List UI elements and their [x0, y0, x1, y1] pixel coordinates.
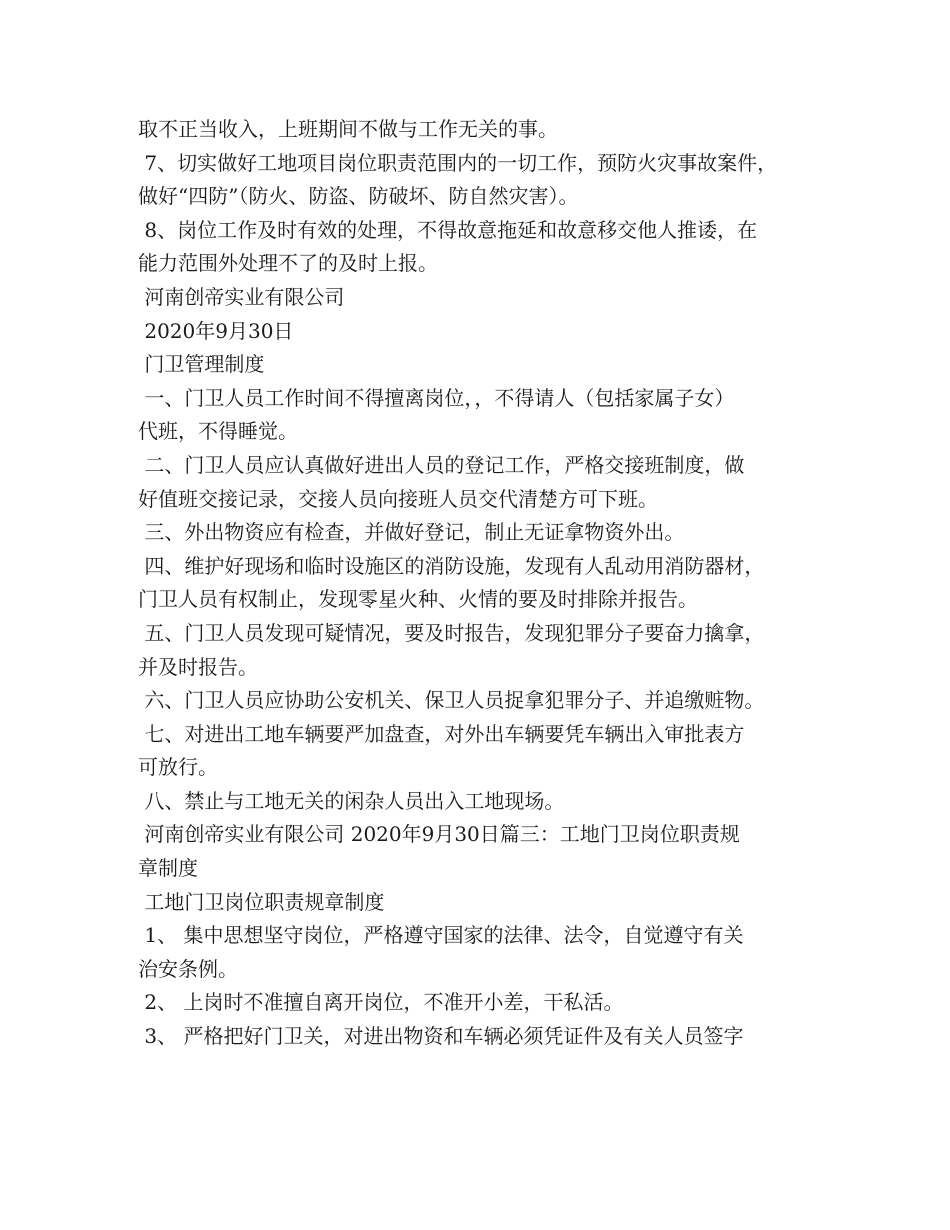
text-line: 好值班交接记录，交接人员向接班人员交代清楚方可下班。	[138, 486, 658, 511]
text-line: 七、对进出工地车辆要严加盘查，对外出车辆要凭车辆出入审批表方	[138, 721, 745, 746]
text-line: 六、门卫人员应协助公安机关、保卫人员捉拿犯罪分子、并追缴赃物。	[138, 688, 765, 713]
text-line: 做好“四防”（防火、防盗、防破坏、防自然灾害）。	[138, 184, 579, 209]
company-signature: 河南创帝实业有限公司	[138, 284, 345, 309]
text-line: 治安条例。	[138, 956, 238, 981]
text-line: 取不正当收入，上班期间不做与工作无关的事。	[138, 117, 558, 141]
text-line: 代班，不得睡觉。	[138, 419, 298, 444]
text-line: 八、禁止与工地无关的闲杂人员出入工地现场。	[138, 788, 565, 813]
text-line: 并及时报告。	[138, 654, 258, 679]
signature-date: 2020年9月30日	[138, 318, 294, 343]
text-line: 7、切实做好工地项目岗位职责范围内的一切工作，预防火灾事故案件，	[138, 150, 778, 175]
text-line: 三、外出物资应有检查，并做好登记，制止无证拿物资外出。	[138, 520, 685, 545]
text-line: 能力范围外处理不了的及时上报。	[138, 251, 438, 276]
text-line: 河南创帝实业有限公司 2020年9月30日篇三：工地门卫岗位职责规	[138, 822, 740, 847]
text-line: 章制度	[138, 856, 198, 881]
document-body	[138, 113, 828, 1054]
section-title: 门卫管理制度	[138, 352, 265, 377]
text-line: 一、门卫人员工作时间不得擅离岗位，，不得请人（包括家属子女）	[138, 385, 735, 410]
text-line: 2、 上岗时不准擅自离开岗位，不准开小差，干私活。	[138, 990, 624, 1015]
text-line: 1、 集中思想坚守岗位，严格遵守国家的法律、法令，自觉遵守有关	[138, 923, 744, 948]
text-line: 四、维护好现场和临时设施区的消防设施，发现有人乱动用消防器材，	[138, 553, 765, 578]
text-line: 二、门卫人员应认真做好进出人员的登记工作，严格交接班制度，做	[138, 452, 745, 477]
text-line: 门卫人员有权制止，发现零星火种、火情的要及时排除并报告。	[138, 587, 698, 612]
text-line: 3、 严格把好门卫关，对进出物资和车辆必须凭证件及有关人员签字	[138, 1024, 744, 1049]
text-line: 可放行。	[138, 755, 218, 780]
text-line: 五、门卫人员发现可疑情况，要及时报告，发现犯罪分子要奋力擒拿，	[138, 620, 765, 645]
section-title: 工地门卫岗位职责规章制度	[138, 889, 385, 914]
text-line: 8、岗位工作及时有效的处理，不得故意拖延和故意移交他人推诿，在	[138, 217, 758, 242]
